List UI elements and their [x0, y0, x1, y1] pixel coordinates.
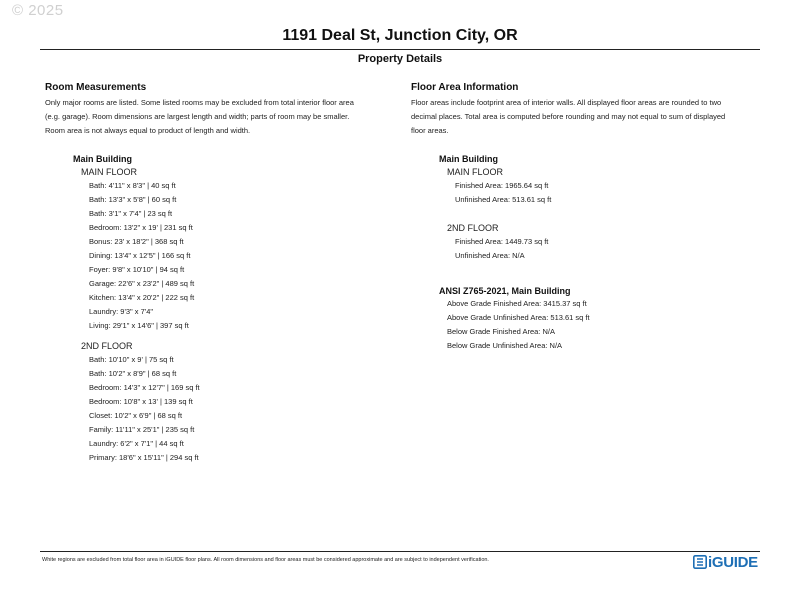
- section-heading: Room Measurements: [45, 82, 147, 93]
- section-note: [411, 96, 771, 138]
- room-measurements-section: [45, 81, 405, 465]
- room-row: Closet: 10'2" x 6'9" | 68 sq ft: [89, 411, 183, 420]
- room-row: Laundry: 6'2" x 7'1" | 44 sq ft: [89, 439, 184, 448]
- room-row: Bedroom: 13'2" x 19' | 231 sq ft: [89, 223, 193, 232]
- building-heading: Main Building: [439, 154, 498, 164]
- note-line: floor areas.: [411, 126, 449, 135]
- section-heading: Floor Area Information: [411, 82, 519, 93]
- area-row: Finished Area: 1449.73 sq ft: [455, 237, 549, 246]
- room-row: Bath: 4'11" x 8'3" | 40 sq ft: [89, 181, 176, 190]
- footer-disclaimer: White regions are excluded from total floor area in iGUIDE floor plans. All room dimensions and floor areas must be considered approximate and are subject to independent verification.: [42, 557, 489, 563]
- area-block-main: [411, 165, 771, 207]
- room-row: Bath: 10'2" x 8'9" | 68 sq ft: [89, 369, 177, 378]
- brand-name: iGUIDE: [708, 553, 758, 571]
- area-block-second: [411, 221, 771, 263]
- ansi-row: Above Grade Finished Area: 3415.37 sq ft: [447, 299, 587, 308]
- floor-label: MAIN FLOOR: [447, 167, 504, 177]
- room-row: Bath: 13'3" x 5'8" | 60 sq ft: [89, 195, 177, 204]
- ansi-row: Above Grade Unfinished Area: 513.61 sq ft: [447, 313, 590, 322]
- room-row: Living: 29'1" x 14'6" | 397 sq ft: [89, 321, 189, 330]
- room-row: Dining: 13'4" x 12'5" | 166 sq ft: [89, 251, 191, 260]
- floor-label: 2ND FLOOR: [81, 341, 133, 351]
- ansi-block: [411, 297, 771, 353]
- room-row: Bonus: 23' x 18'2" | 368 sq ft: [89, 237, 184, 246]
- room-row: Bedroom: 14'3" x 12'7" | 169 sq ft: [89, 383, 200, 392]
- iguide-brand: [693, 554, 758, 570]
- footer-divider: [40, 551, 760, 552]
- section-note: [45, 96, 405, 138]
- floor-block-main: [45, 165, 405, 333]
- area-row: Unfinished Area: N/A: [455, 251, 525, 260]
- note-line: Floor areas include footprint area of interior walls. All displayed floor areas are rounded to two: [411, 98, 722, 107]
- note-line: Room area is not always equal to product of length and width.: [45, 126, 251, 135]
- room-row: Bath: 10'10" x 9' | 75 sq ft: [89, 355, 174, 364]
- note-line: (e.g. garage). Room dimensions are largest length and width; parts of room may be smaller.: [45, 112, 350, 121]
- room-row: Bedroom: 10'8" x 13' | 139 sq ft: [89, 397, 193, 406]
- floor-label: MAIN FLOOR: [81, 167, 138, 177]
- room-row: Foyer: 9'8" x 10'10" | 94 sq ft: [89, 265, 185, 274]
- floor-area-section: [411, 81, 771, 353]
- room-row: Primary: 18'6" x 15'11" | 294 sq ft: [89, 453, 199, 462]
- room-row: Family: 11'11" x 25'1" | 235 sq ft: [89, 425, 195, 434]
- area-row: Finished Area: 1965.64 sq ft: [455, 181, 549, 190]
- iguide-logo-icon: [693, 555, 707, 569]
- ansi-heading: ANSI Z765-2021, Main Building: [439, 286, 571, 296]
- floor-label: 2ND FLOOR: [447, 223, 499, 233]
- page-subtitle: Property Details: [357, 53, 443, 65]
- note-line: decimal places. Total area is computed before rounding and may not equal to sum of displayed: [411, 112, 726, 121]
- room-row: Laundry: 9'3" x 7'4": [89, 307, 154, 316]
- room-row: Kitchen: 13'4" x 20'2" | 222 sq ft: [89, 293, 195, 302]
- floor-block-second: [45, 339, 405, 465]
- room-row: Bath: 3'1" x 7'4" | 23 sq ft: [89, 209, 173, 218]
- ansi-row: Below Grade Finished Area: N/A: [447, 327, 555, 336]
- area-row: Unfinished Area: 513.61 sq ft: [455, 195, 552, 204]
- title-divider: [40, 49, 760, 50]
- note-line: Only major rooms are listed. Some listed rooms may be excluded from total interior floor area: [45, 98, 354, 107]
- copyright-watermark: © 2025: [12, 2, 64, 19]
- building-heading: Main Building: [73, 154, 132, 164]
- page-title: 1191 Deal St, Junction City, OR: [282, 27, 518, 44]
- room-row: Garage: 22'6" x 23'2" | 489 sq ft: [89, 279, 195, 288]
- ansi-row: Below Grade Unfinished Area: N/A: [447, 341, 563, 350]
